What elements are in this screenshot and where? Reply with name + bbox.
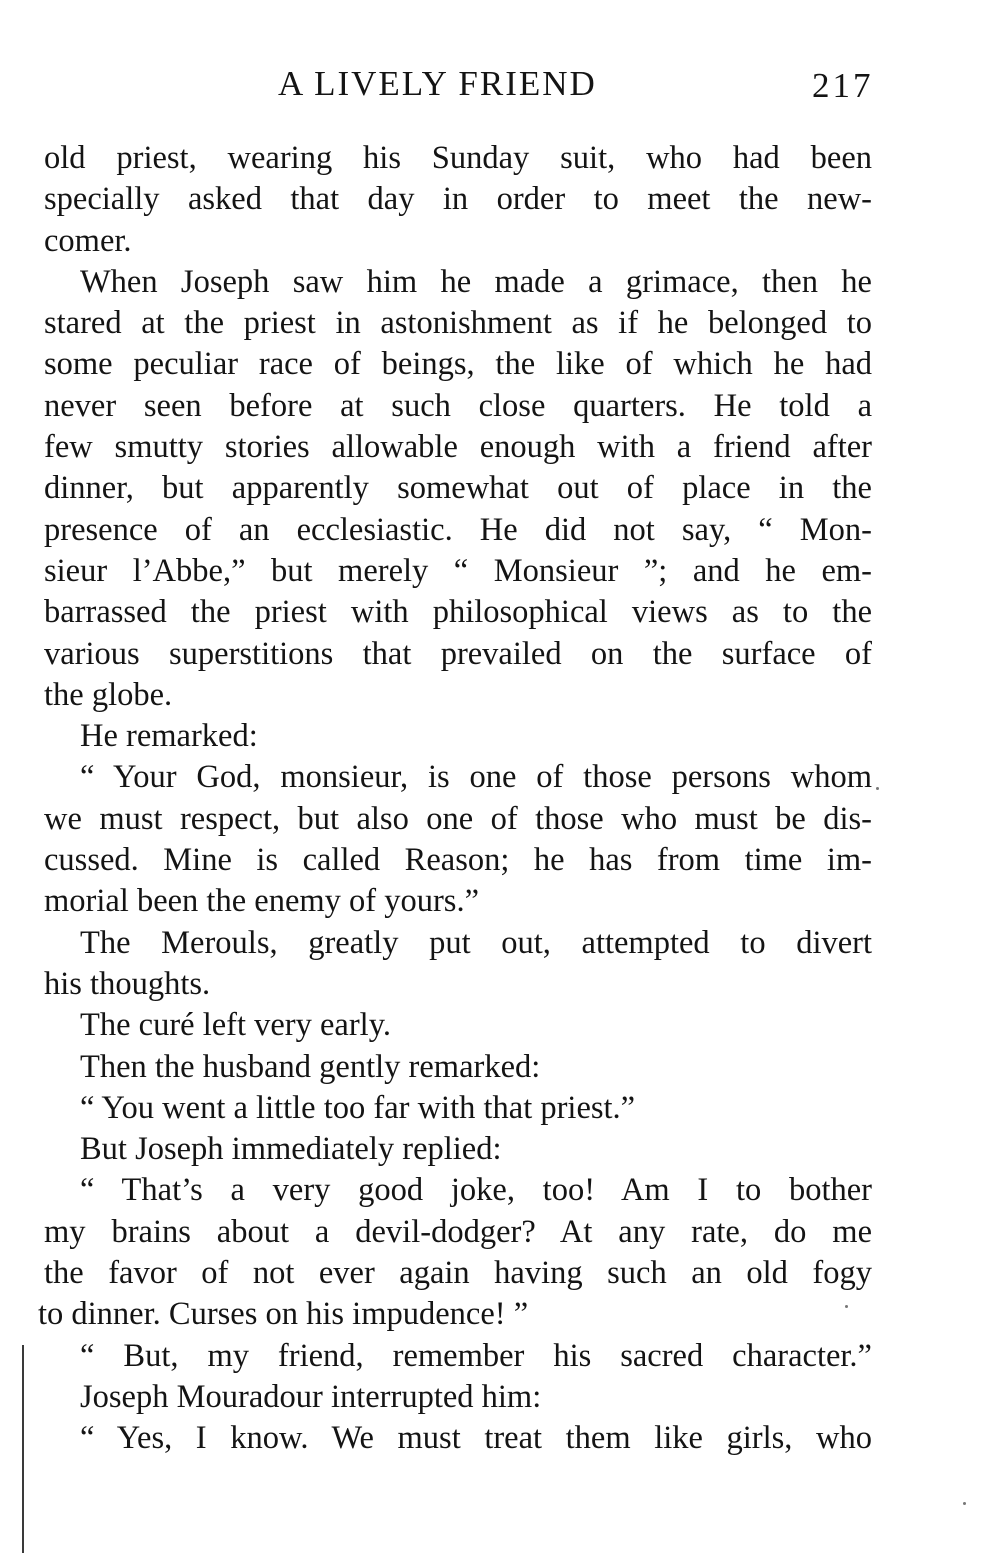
chapter-title: A LIVELY FRIEND <box>278 64 597 103</box>
text-line: comer. <box>44 222 132 259</box>
text-line: we must respect, but also one of those who must be dis- <box>44 800 872 837</box>
text-line: barrassed the priest with philosophical views as to the <box>44 594 872 631</box>
text-line: sieur l’Abbe,” but merely “ Monsieur ”; and he em- <box>44 552 872 589</box>
text-line: stared at the priest in astonishment as if he belonged to <box>44 305 872 342</box>
text-line: “ But, my friend, remember his sacred character.” <box>80 1337 872 1374</box>
text-line: “ That’s a very good joke, too! Am I to bother <box>80 1172 872 1209</box>
text-line: some peculiar race of beings, the like of which he had <box>44 346 872 383</box>
text-line: But Joseph immediately replied: <box>80 1131 502 1168</box>
text-line: to dinner. Curses on his impudence! ” <box>38 1296 529 1333</box>
text-line: his thoughts. <box>44 965 211 1002</box>
text-line: the favor of not ever again having such an old fogy <box>44 1255 872 1292</box>
text-line: old priest, wearing his Sunday suit, who had been <box>44 140 872 176</box>
page-number: 217 <box>812 66 874 105</box>
text-line: Then the husband gently remarked: <box>80 1048 541 1085</box>
text-line: presence of an ecclesiastic. He did not say, “ Mon- <box>44 511 872 548</box>
scan-speck <box>876 787 879 790</box>
text-line: “ Your God, monsieur, is one of those persons whom <box>80 759 872 796</box>
text-line: specially asked that day in order to meet the new- <box>44 181 872 218</box>
text-line: morial been the enemy of yours.” <box>44 883 479 920</box>
text-line: “ Yes, I know. We must treat them like girls, who <box>80 1420 872 1457</box>
text-line: never seen before at such close quarters. He told a <box>44 387 872 424</box>
margin-scan-line <box>22 1345 24 1553</box>
text-line: various superstitions that prevailed on the surface of <box>44 635 872 672</box>
text-line: He remarked: <box>80 718 258 755</box>
text-line: cussed. Mine is called Reason; he has from time im- <box>44 842 872 879</box>
text-line: my brains about a devil-dodger? At any rate, do me <box>44 1213 872 1250</box>
text-line: When Joseph saw him he made a grimace, then he <box>80 263 872 300</box>
text-line: the globe. <box>44 676 173 713</box>
scan-speck <box>963 1502 966 1505</box>
text-line: few smutty stories allowable enough with a friend after <box>44 429 872 466</box>
text-line: The Merouls, greatly put out, attempted to divert <box>80 924 872 961</box>
text-line: Joseph Mouradour interrupted him: <box>80 1378 542 1415</box>
running-header <box>0 64 1000 112</box>
text-line: The curé left very early. <box>80 1007 391 1044</box>
text-line: “ You went a little too far with that priest.” <box>80 1089 636 1126</box>
scan-speck <box>845 1305 848 1308</box>
text-line: dinner, but apparently somewhat out of place in the <box>44 470 872 507</box>
body-text <box>38 138 872 1460</box>
